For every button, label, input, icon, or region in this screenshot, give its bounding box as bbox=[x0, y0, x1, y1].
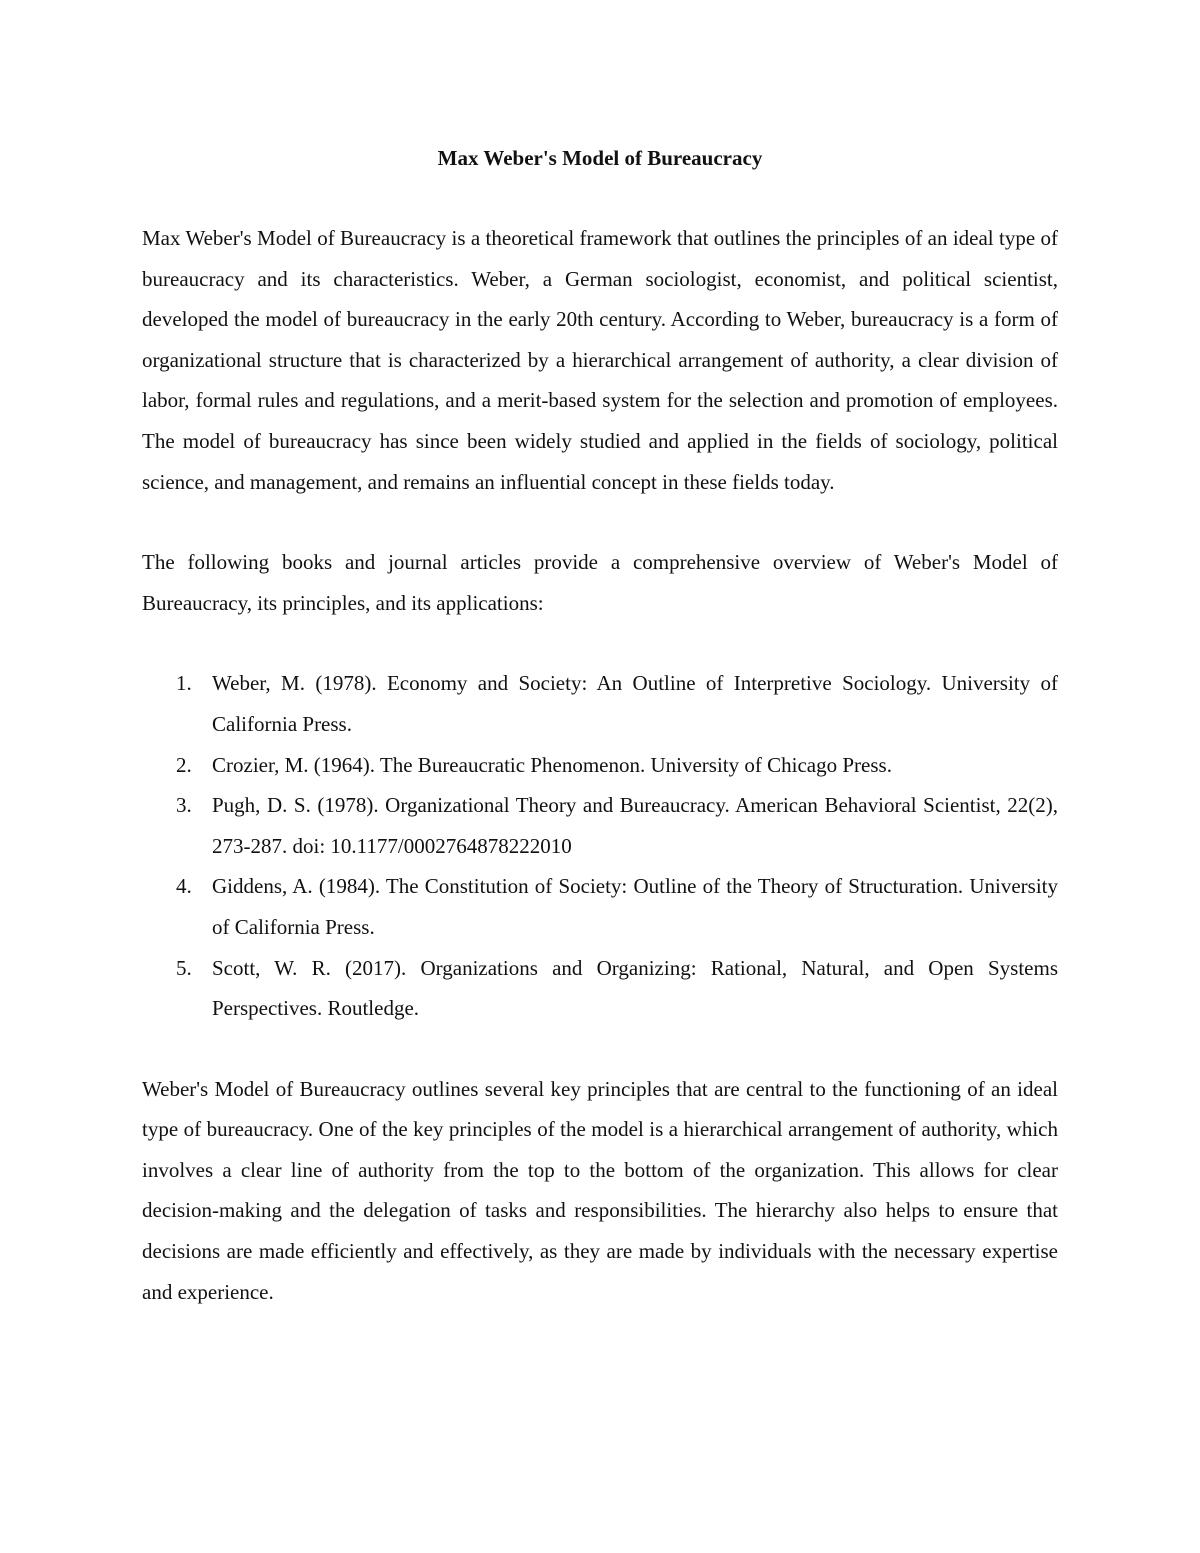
references-intro-paragraph: The following books and journal articles provide a comprehensive overview of Weber's Model of Bureaucracy, its principles, and its applications: bbox=[142, 550, 1058, 615]
reference-item bbox=[142, 663, 1058, 744]
reference-item bbox=[142, 745, 1058, 786]
reference-text: Crozier, M. (1964). The Bureaucratic Phenomenon. University of Chicago Press. bbox=[212, 752, 892, 777]
reference-item bbox=[142, 866, 1058, 947]
reference-item bbox=[142, 948, 1058, 1029]
reference-text: Pugh, D. S. (1978). Organizational Theory and Bureaucracy. American Behavioral Scientist, 22(2), 273-287. doi: 10.1177/0002764878222010 bbox=[212, 793, 1058, 858]
reference-number: 4. bbox=[176, 874, 192, 899]
reference-text: Giddens, A. (1984). The Constitution of Society: Outline of the Theory of Structuration. University of California Press. bbox=[212, 874, 1058, 939]
principles-paragraph: Weber's Model of Bureaucracy outlines several key principles that are central to the functioning of an ideal type of bureaucracy. One of the key principles of the model is a hierarchical arrangement of authority, which involves a clear line of authority from the top to the bottom of the organization. This allows for clear decision-making and the delegation of tasks and responsibilities. The hierarchy also helps to ensure that decisions are made efficiently and effectively, as they are made by individuals with the necessary expertise and experience. bbox=[142, 1076, 1058, 1304]
reference-text: Scott, W. R. (2017). Organizations and Organizing: Rational, Natural, and Open Systems Perspectives. Routledge. bbox=[212, 955, 1058, 1021]
paragraph-gap bbox=[142, 502, 1058, 542]
intro-paragraph: Max Weber's Model of Bureaucracy is a theoretical framework that outlines the principles of an ideal type of bureaucracy and its characteristics. Weber, a German sociologist, economist, and political scientist, developed the model of bureaucracy in the early 20th century. According to Weber, bureaucracy is a form of organizational structure that is characterized by a hierarchical arrangement of authority, a clear division of labor, formal rules and regulations, and a merit-based system for the selection and promotion of employees. The model of bureaucracy has since been widely studied and applied in the fields of sociology, political science, and management, and remains an influential concept in these fields today. bbox=[142, 226, 1058, 494]
reference-number: 1. bbox=[176, 671, 192, 696]
reference-text: Weber, M. (1978). Economy and Society: An Outline of Interpretive Sociology. University of California Press. bbox=[212, 671, 1058, 736]
reference-list bbox=[142, 663, 1058, 1028]
reference-number: 5. bbox=[176, 955, 192, 980]
document-title: Max Weber's Model of Bureaucracy bbox=[437, 146, 763, 170]
reference-item bbox=[142, 785, 1058, 866]
reference-number: 2. bbox=[176, 752, 192, 777]
document-page bbox=[142, 138, 1058, 1312]
reference-number: 3. bbox=[176, 793, 192, 818]
